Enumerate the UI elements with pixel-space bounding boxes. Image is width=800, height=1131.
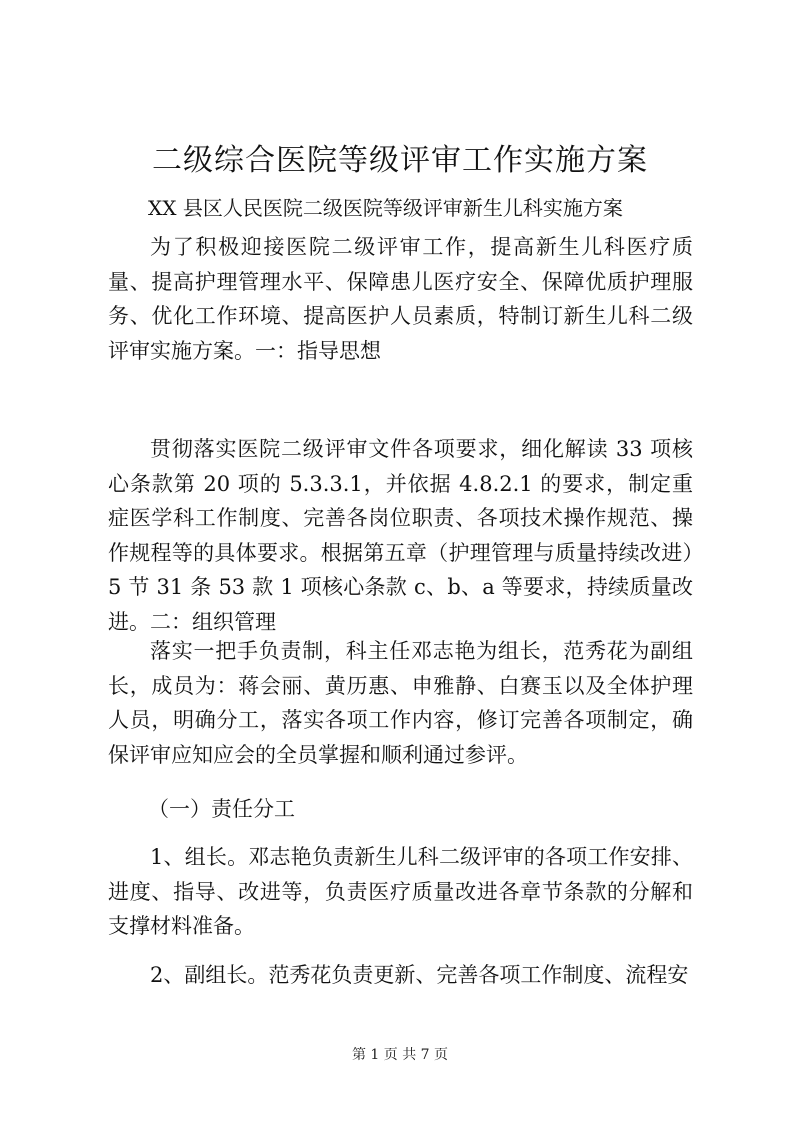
document-subtitle: XX 县区人民医院二级医院等级评审新生儿科实施方案: [148, 196, 623, 220]
paragraph-deputy-leader: 2、副组长。范秀花负责更新、完善各项工作制度、流程安: [150, 963, 689, 987]
section-heading-responsibility: （一）责任分工: [148, 797, 295, 821]
paragraph-team-leader: 1、组长。邓志艳负责新生儿科二级评审的各项工作安排、进度、指导、改进等，负责医疗质量改进各章节条款的分解和支撑材料准备。: [108, 845, 693, 938]
paragraph-guiding-ideology: 贯彻落实医院二级评审文件各项要求，细化解读 33 项核心条款第 20 项的 5.3.3.1，并依据 4.8.2.1 的要求，制定重症医学科工作制度、完善各岗位职责、各项技术操作规范、操作规程等的具体要求。根据第五章（护理管理与质量持续改进）5 节 31 条 53 款 1 项核心条款 c、b、a 等要求，持续质量改进。二：组织管理: [108, 437, 693, 634]
page-footer: 第 1 页 共 7 页: [351, 1047, 449, 1063]
document-title: 二级综合医院等级评审工作实施方案: [152, 143, 648, 178]
paragraph-intro: 为了积极迎接医院二级评审工作，提高新生儿科医疗质量、提高护理管理水平、保障患儿医疗安全、保障优质护理服务、优化工作环境、提高医护人员素质，特制订新生儿科二级评审实施方案。一：指导思想: [108, 235, 693, 363]
paragraph-organization: 落实一把手负责制，科主任邓志艳为组长，范秀花为副组长，成员为：蒋会丽、黄历惠、申雅静、白赛玉以及全体护理人员，明确分工，落实各项工作内容，修订完善各项制定，确保评审应知应会的全员掌握和顺利通过参评。: [108, 639, 693, 767]
